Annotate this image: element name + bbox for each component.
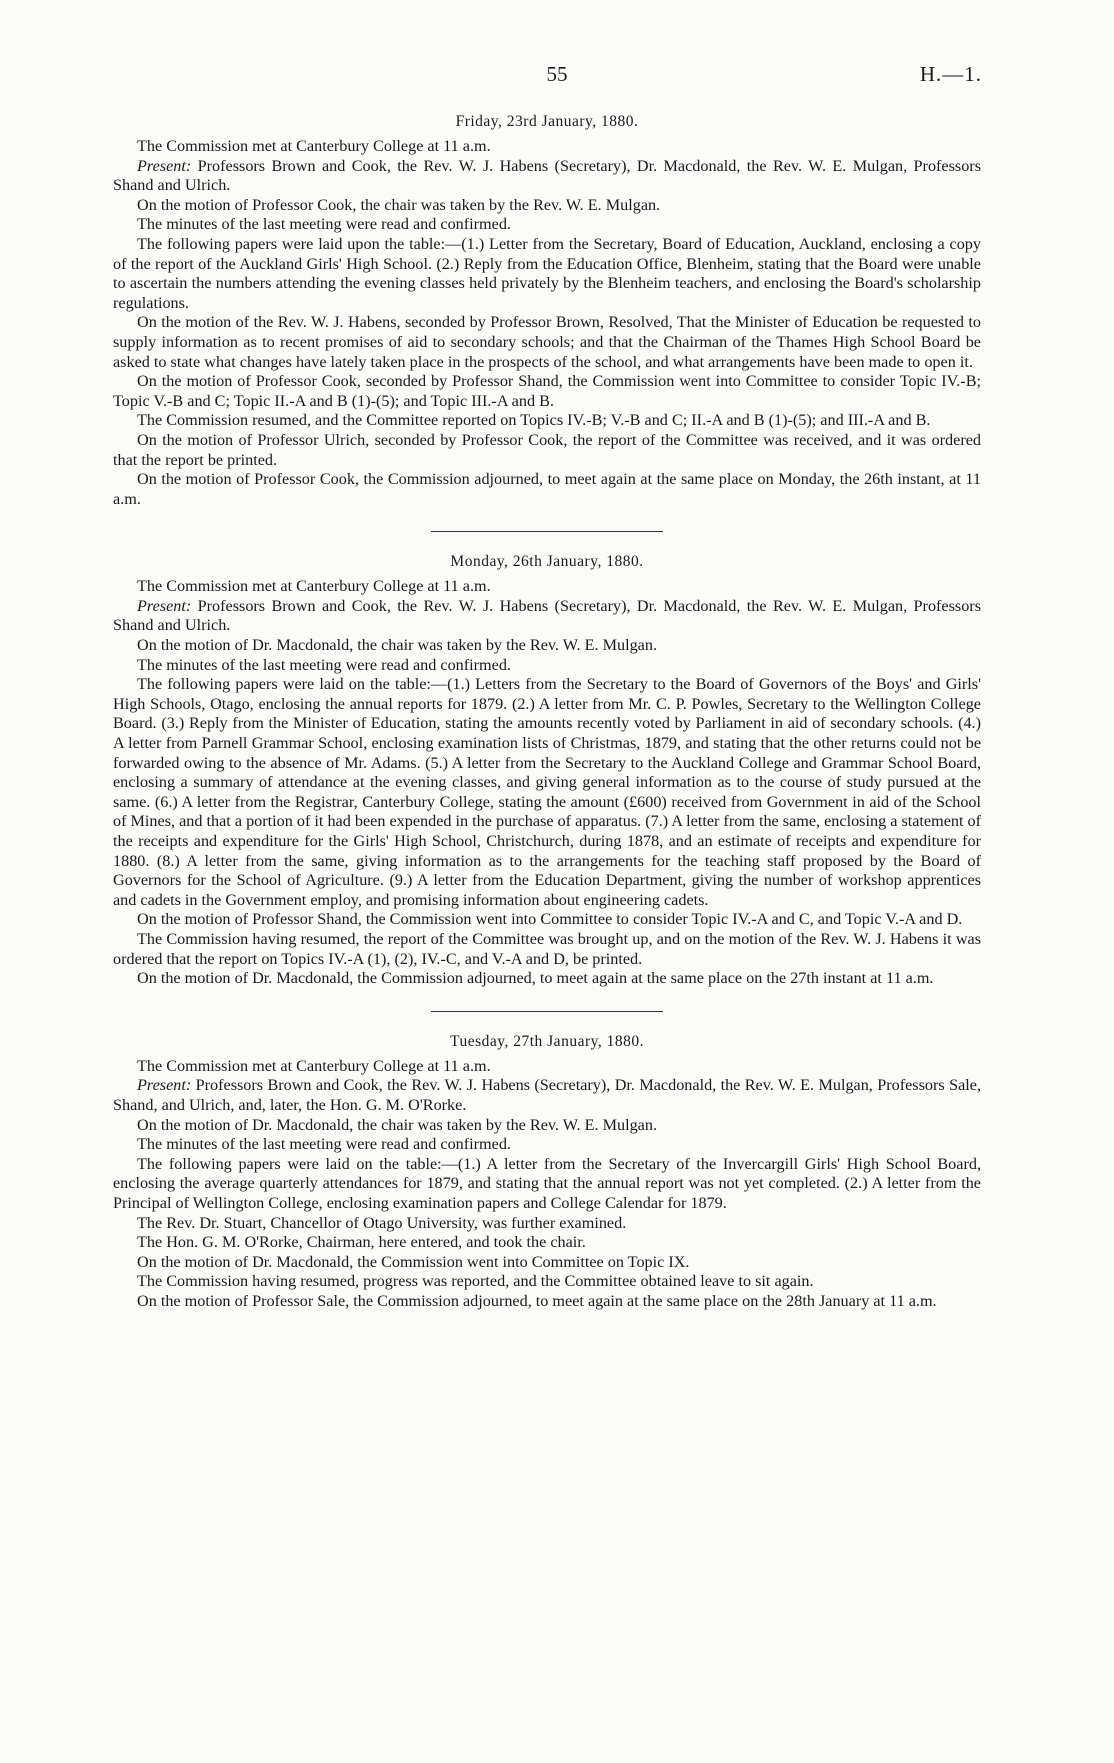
meeting-heading: Friday, 23rd January, 1880. (455, 113, 639, 130)
paragraph-text: The Commission met at Canterbury College at 11 a.m. (137, 1056, 491, 1075)
section-divider (431, 1011, 663, 1012)
paragraph-text: On the motion of Dr. Macdonald, the chair was taken by the Rev. W. E. Mulgan. (137, 1115, 657, 1134)
present-label: Present: (137, 596, 192, 615)
paragraph-text: The minutes of the last meeting were read and confirmed. (137, 655, 511, 674)
paragraph-text: The following papers were laid on the table:—(1.) Letters from the Secretary to the Board of Governors of the Boys' and Girls' High Schools, Otago, enclosing the annual reports for 1879. (2.) A letter from Mr. C. P. Powles, Secretary to the Wellington College Board. (3.) Reply from the Minister of Education, stating the amounts recently voted by Parliament in aid of secondary schools. (4.) A letter from Parnell Grammar School, enclosing examination lists of Christmas, 1879, and stating that the other returns could not be forwarded owing to the absence of Mr. Adams. (5.) A letter from the Secretary to the Auckland College and Grammar School Board, enclosing a summary of attendance at the evening classes, and giving general information as to the course of study pursued at the same. (6.) A letter from the Registrar, Canterbury College, stating the amount (£600) received from Government in aid of the School of Mines, and that a portion of it had been expended in the purchase of apparatus. (7.) A letter from the same, enclosing a statement of the receipts and expenditure for the Girls' High School, Christchurch, during 1878, and an estimate of receipts and expenditure for 1880. (8.) A letter from the same, giving information as to the arrangements for the teaching staff proposed by the Board of Governors for the School of Agriculture. (9.) A letter from the Education Department, giving the number of workshop apprentices and cadets in the Government employ, and promising information about engineering cadets. (113, 675, 982, 909)
paragraph-text: The Commission having resumed, the report of the Committee was brought up, and on the motion of the Rev. W. J. Habens it was ordered that the report on Topics IV.-A (1), (2), IV.-C, and V.-A and D, be printed. (113, 929, 981, 968)
minutes-paragraph (113, 1057, 981, 1077)
minutes-paragraph (113, 675, 981, 910)
minutes-paragraph (113, 313, 981, 372)
minutes-paragraph (113, 1292, 981, 1312)
paragraph-text: On the motion of Professor Cook, the chair was taken by the Rev. W. E. Mulgan. (137, 195, 661, 214)
paragraph-text: On the motion of Dr. Macdonald, the Commission went into Committee on Topic IX. (137, 1252, 690, 1271)
meeting-heading: Tuesday, 27th January, 1880. (450, 1032, 644, 1050)
paragraph-text: The minutes of the last meeting were read and confirmed. (137, 1135, 511, 1154)
minutes-paragraph (113, 215, 981, 235)
minutes-paragraph (113, 1272, 981, 1292)
paragraph-text: Professors Brown and Cook, the Rev. W. J. Habens (Secretary), Dr. Macdonald, the Rev. W. E. Mulgan, Professors Sale, Shand, and Ulrich, and, later, the Hon. G. M. O'Rorke. (113, 1076, 981, 1114)
present-label: Present: (137, 156, 192, 175)
minutes-paragraph (113, 235, 981, 313)
section-divider (431, 531, 663, 532)
paragraph-text: On the motion of Professor Cook, the Commission adjourned, to meet again at the same place on Monday, the 26th instant, at 11 a.m. (113, 470, 981, 508)
paragraph-text: Professors Brown and Cook, the Rev. W. J. Habens (Secretary), Dr. Macdonald, the Rev. W. E. Mulgan, Professors Shand and Ulrich. (113, 596, 981, 635)
minutes-paragraph (113, 1116, 981, 1136)
paragraph-text: On the motion of Professor Ulrich, seconded by Professor Cook, the report of the Committee was received, and it was ordered that the report be printed. (113, 430, 981, 469)
minutes-paragraph (113, 1253, 981, 1273)
minutes-paragraph (113, 372, 981, 411)
minutes-paragraph (113, 656, 981, 676)
paragraph-text: The Rev. Dr. Stuart, Chancellor of Otago University, was further examined. (137, 1213, 627, 1232)
minutes-paragraph (113, 1135, 981, 1155)
paragraph-text: On the motion of the Rev. W. J. Habens, seconded by Professor Brown, Resolved, That the Minister of Education be requested to supply information as to recent promises of aid to secondary schools; and that the Chairman of the Thames High School Board be asked to state what changes have lately taken place in the prospects of the school, and what arrangements have been made to open it. (113, 313, 981, 371)
minutes-paragraph (113, 411, 981, 431)
minutes-paragraph (113, 597, 981, 636)
paragraph-text: Professors Brown and Cook, the Rev. W. J. Habens (Secretary), Dr. Macdonald, the Rev. W. E. Mulgan, Professors Shand and Ulrich. (113, 156, 981, 195)
minutes-paragraph (113, 1076, 981, 1115)
page-number: 55 (546, 62, 568, 86)
paragraph-text: The Commission met at Canterbury College at 11 a.m. (137, 577, 491, 596)
document-reference: H.—1. (919, 62, 982, 86)
minutes-paragraph (113, 636, 981, 656)
minutes-paragraph (113, 196, 981, 216)
minutes-paragraph (113, 137, 981, 157)
minutes-paragraph (113, 910, 981, 930)
minutes-paragraph (113, 470, 981, 509)
paragraph-text: The Commission resumed, and the Committee reported on Topics IV.-B; V.-B and C; II.-A and B (1)-(5); and III.-A and B. (137, 411, 931, 430)
meeting-section (113, 552, 981, 988)
document-body (113, 112, 981, 1311)
paragraph-text: The Hon. G. M. O'Rorke, Chairman, here entered, and took the chair. (137, 1233, 586, 1252)
present-label: Present: (137, 1076, 192, 1095)
paragraph-text: The following papers were laid on the table:—(1.) A letter from the Secretary of the Invercargill Girls' High School Board, enclosing the average quarterly attendances for 1879, and stating that the annual report was not yet completed. (2.) A letter from the Principal of Wellington College, enclosing examination papers and College Calendar for 1879. (113, 1154, 981, 1212)
paragraph-text: On the motion of Professor Cook, seconded by Professor Shand, the Commission went into Committee to consider Topic IV.-B; Topic V.-B and C; Topic II.-A and B (1)-(5); and Topic III.-A and B. (113, 372, 981, 410)
minutes-paragraph (113, 1214, 981, 1234)
meeting-heading: Monday, 26th January, 1880. (450, 553, 644, 571)
minutes-paragraph (113, 1233, 981, 1253)
minutes-paragraph (113, 1155, 981, 1214)
paragraph-text: On the motion of Dr. Macdonald, the chair was taken by the Rev. W. E. Mulgan. (137, 636, 657, 655)
paragraph-text: The minutes of the last meeting were read and confirmed. (137, 215, 511, 234)
minutes-paragraph (113, 930, 981, 969)
paragraph-text: The Commission having resumed, progress was reported, and the Committee obtained leave to sit again. (137, 1272, 814, 1291)
minutes-paragraph (113, 969, 981, 989)
meeting-section (113, 1032, 981, 1312)
minutes-paragraph (113, 577, 981, 597)
minutes-paragraph (113, 157, 981, 196)
paragraph-text: On the motion of Professor Sale, the Commission adjourned, to meet again at the same place on the 28th January at 11 a.m. (137, 1291, 937, 1310)
paragraph-text: On the motion of Dr. Macdonald, the Commission adjourned, to meet again at the same place on the 27th instant at 11 a.m. (137, 969, 934, 988)
meeting-section (113, 112, 981, 509)
paragraph-text: The Commission met at Canterbury College at 11 a.m. (137, 137, 491, 155)
minutes-paragraph (113, 431, 981, 470)
paragraph-text: On the motion of Professor Shand, the Commission went into Committee to consider Topic IV.-A and C, and Topic V.-A and D. (137, 910, 963, 929)
paragraph-text: The following papers were laid upon the table:—(1.) Letter from the Secretary, Board of Education, Auckland, enclosing a copy of the report of the Auckland Girls' High School. (2.) Reply from the Education Office, Blenheim, stating that the Board were unable to ascertain the numbers attending the evening classes held privately by the Blenheim teachers, and enclosing the Board's scholarship regulations. (113, 234, 981, 312)
page-header (0, 62, 1114, 88)
